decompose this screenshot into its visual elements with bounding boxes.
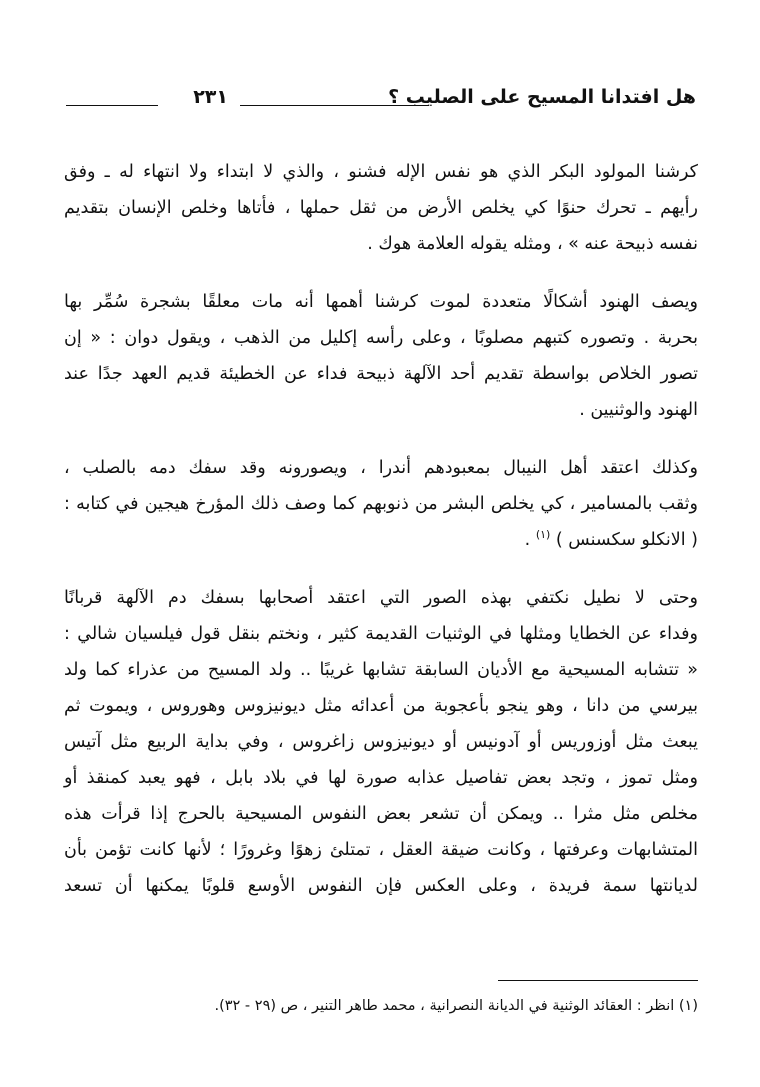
text-line: [64, 522, 698, 558]
paragraph: [64, 580, 698, 904]
page-number: ٢٣١: [193, 86, 228, 108]
text-line: لديانتها سمة فريدة ، وعلى العكس فإن النفوس الأوسع قلوبًا يمكنها أن تسعد: [64, 876, 698, 896]
text-line: ويصف الهنود أشكالًا متعددة لموت كرشنا أهمها أنه مات معلقًا بشجرة سُمِّر بها: [64, 292, 698, 312]
footnote-ref[interactable]: (١): [535, 528, 551, 542]
header-rule: [240, 105, 428, 106]
text-line: الهنود والوثنيين .: [579, 400, 698, 420]
text-span: .: [524, 530, 536, 550]
text-line: كرشنا المولود البكر الذي هو نفس الإله فشنو ، والذي لا ابتداء ولا انتهاء له ـ وفق: [64, 162, 698, 182]
footnote: (١) انظر : العقائد الوثنية في الديانة النصرانية ، محمد طاهر التنير ، ص (٢٩ - ٣٢).: [214, 998, 698, 1014]
text-line: وفداء عن الخطايا ومثلها في الوثنيات القديمة كثير ، ونختم بنقل قول فيلسيان شالي :: [64, 624, 698, 644]
paragraph: [64, 450, 698, 558]
text-line: نفسه ذبيحة عنه » ، ومثله يقوله العلامة هوك .: [367, 234, 698, 254]
text-line: وحتى لا نطيل نكتفي بهذه الصور التي اعتقد أصحابها بسفك دم الآلهة قربانًا: [64, 588, 698, 608]
footnote-separator: [498, 980, 698, 981]
text-line: تصور الخلاص بواسطة تقديم أحد الآلهة ذبيحة فداء عن الخطيئة قديم العهد جدًا عند: [64, 364, 698, 384]
text-line: يبعث مثل أوزوريس أو آدونيس أو ديونيزوس زاغروس ، وفي بداية الربيع مثل آتيس: [64, 732, 698, 752]
running-header: [66, 86, 696, 118]
text-line: رأيهم ـ تحرك حنوًا كي يخلص الأرض من ثقل حملها ، فأتاها وخلص الإنسان بتقديم: [64, 198, 698, 218]
paragraph: [64, 154, 698, 262]
header-rule: [66, 105, 158, 106]
text-line: ومثل تموز ، وتجد بعض تفاصيل عذابه صورة لها في بلاد بابل ، فهو يعبد كمنقذ أو: [64, 768, 698, 788]
text-span: ( الانكلو سكسنس ): [555, 530, 698, 550]
main-text: [64, 154, 698, 904]
text-line: بيرسي من دانا ، وهو ينجو بأعجوبة من أعدائه مثل ديونيزوس وهوروس ، ويموت ثم: [64, 696, 698, 716]
text-line: وكذلك اعتقد أهل النيبال بمعبودهم أندرا ، ويصورونه وقد سفك دمه بالصلب ،: [64, 458, 698, 478]
text-line: المتشابهات وعرفتها ، وكانت ضيقة العقل ، تمتلئ زهوًا وغرورًا ؛ لأنها كانت تؤمن بأن: [64, 840, 698, 860]
text-line: بحربة . وتصوره كتبهم مصلوبًا ، وعلى رأسه إكليل من الذهب ، ويقول دوان : « إن: [64, 328, 698, 348]
text-line: وثقب بالمسامير ، كي يخلص البشر من ذنوبهم كما وصف ذلك المؤرخ هيجين في كتابه :: [64, 494, 698, 514]
text-line: « تتشابه المسيحية مع الأديان السابقة تشابها غريبًا .. ولد المسيح من عذراء كما ولد: [64, 660, 698, 680]
chapter-title: هل افتدانا المسيح على الصليب ؟: [388, 86, 696, 108]
text-line: مخلص مثل مثرا .. ويمكن أن تشعر بعض النفوس المسيحية بالحرج إذا قرأت هذه: [64, 804, 698, 824]
paragraph: [64, 284, 698, 428]
